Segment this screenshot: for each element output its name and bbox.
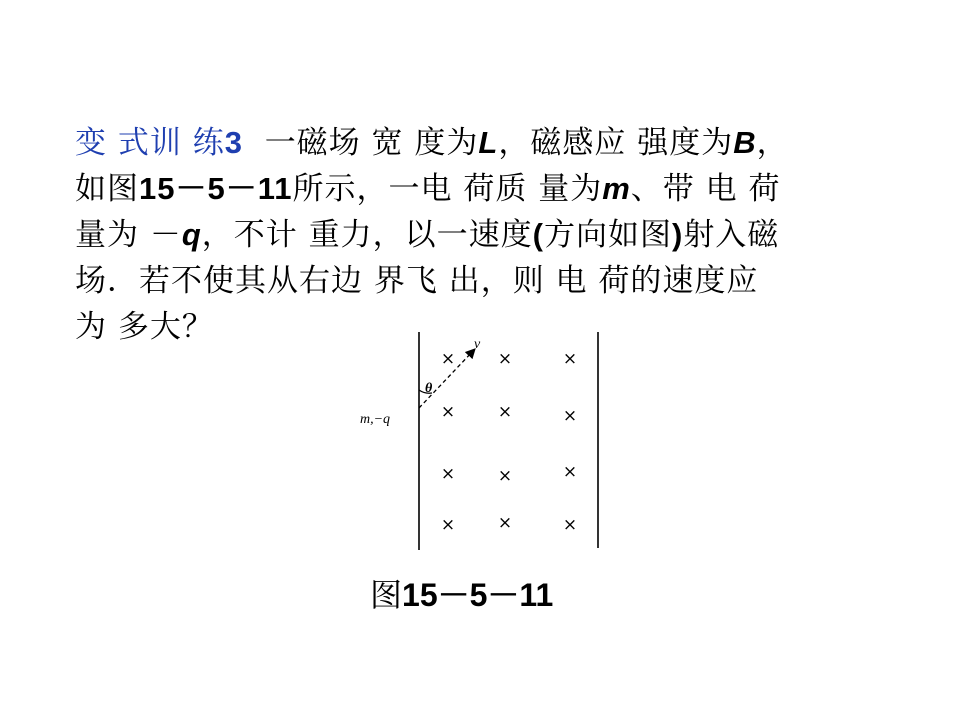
var-m: m <box>602 171 631 206</box>
field-marks <box>441 349 577 535</box>
exercise-label: 变 式训 练 <box>75 125 225 161</box>
field-cross-mark: × <box>497 466 513 486</box>
var-L: L <box>478 125 499 160</box>
caption-prefix: 图 <box>370 576 403 614</box>
field-cross-mark: × <box>562 515 578 535</box>
var-q: q <box>181 217 202 252</box>
field-cross-mark: × <box>497 402 513 422</box>
field-cross-mark: × <box>440 464 456 484</box>
field-cross-mark: × <box>440 402 456 422</box>
field-cross-mark: × <box>562 406 578 426</box>
field-cross-mark: × <box>562 349 578 369</box>
figure-caption <box>370 570 553 616</box>
problem-text: 、带 电 荷 <box>630 171 781 207</box>
problem-text: 一磁场 宽 度为 <box>264 125 479 161</box>
paren-close: ) <box>671 217 684 252</box>
angle-label: θ <box>425 381 433 396</box>
problem-line-5: 为 多大？ <box>75 309 214 345</box>
problem-text: 射入磁 <box>683 217 780 253</box>
problem-text: ，不计 重力，以一速度 <box>201 217 533 253</box>
problem-line-1 <box>75 120 905 166</box>
exercise-number: 3 <box>224 125 243 160</box>
problem-line-3 <box>75 212 905 258</box>
charge-label: m,−q <box>360 412 391 427</box>
problem-line-4: 场．若不使其从右边 界飞 出，则 电 荷的速度应 <box>75 263 759 299</box>
caption-number: 15－5－11 <box>402 577 554 613</box>
var-B: B <box>733 125 757 160</box>
problem-line-2 <box>75 166 905 212</box>
problem-text: ，磁感应 强度为 <box>498 125 734 161</box>
problem-text: 量为 － <box>75 217 182 253</box>
problem-text: 如图 <box>75 171 139 207</box>
problem-text: 方向如图 <box>543 217 672 253</box>
field-cross-mark: × <box>497 513 513 533</box>
field-cross-mark: × <box>440 349 456 369</box>
field-cross-mark: × <box>497 349 513 369</box>
velocity-label: v <box>474 337 481 352</box>
field-cross-mark: × <box>440 515 456 535</box>
problem-text: ， <box>756 125 789 161</box>
magnetic-field-figure <box>355 330 615 555</box>
figure-reference: 15－5－11 <box>139 171 293 206</box>
problem-statement <box>75 120 905 350</box>
paren-open: ( <box>532 217 544 252</box>
problem-text: 所示，一电 荷质 量为 <box>292 171 603 207</box>
field-cross-mark: × <box>562 462 578 482</box>
